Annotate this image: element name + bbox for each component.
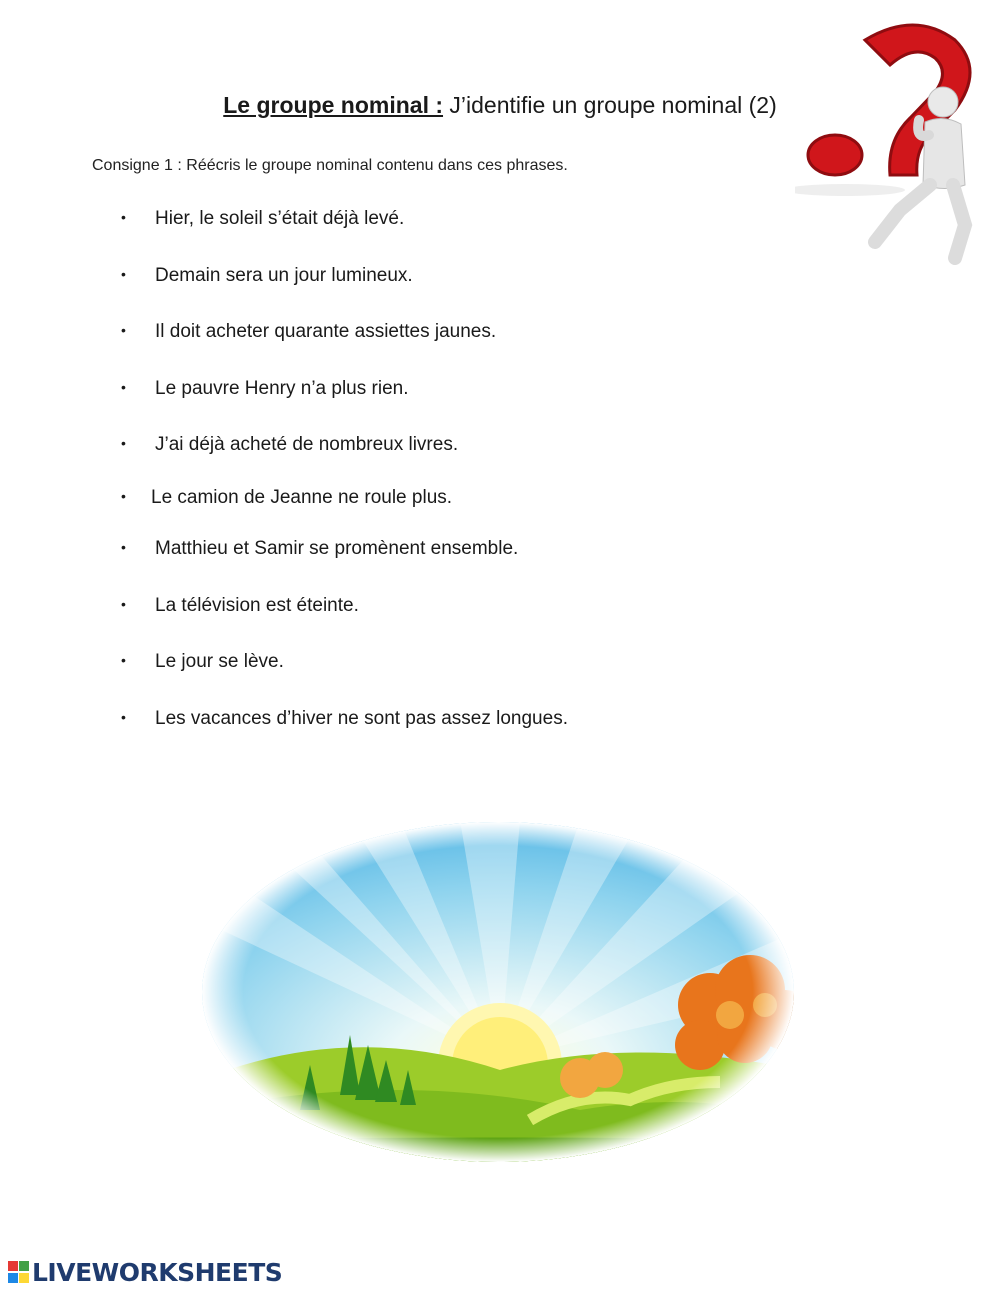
title-bold: Le groupe nominal :: [223, 92, 444, 118]
sunrise-landscape-illustration: [200, 820, 800, 1165]
sentence-text: Demain sera un jour lumineux.: [155, 265, 413, 286]
bullet-icon: •: [121, 209, 126, 225]
thinking-figure-question-mark-illustration: [795, 10, 985, 265]
bullet-icon: •: [121, 539, 126, 555]
sentence-item: [121, 265, 413, 287]
liveworksheets-mark-icon: [8, 1261, 30, 1285]
sentence-item: [121, 595, 359, 617]
sentence-text: La télévision est éteinte.: [155, 595, 359, 616]
sentence-item: [121, 321, 496, 343]
sentence-text: Les vacances d’hiver ne sont pas assez longues.: [155, 708, 568, 729]
sentence-item: [121, 651, 284, 673]
bullet-icon: •: [121, 709, 126, 725]
instruction-text: Consigne 1 : Réécris le groupe nominal contenu dans ces phrases.: [92, 157, 568, 174]
sentence-text: Matthieu et Samir se promènent ensemble.: [155, 538, 519, 559]
sentence-item: [121, 378, 408, 400]
sentence-item: [121, 434, 458, 456]
sentence-text: Il doit acheter quarante assiettes jaunes.: [155, 321, 497, 342]
sentence-text: Hier, le soleil s’était déjà levé.: [155, 208, 405, 229]
sentence-text: Le pauvre Henry n’a plus rien.: [155, 378, 409, 399]
title-rest: J’identifie un groupe nominal (2): [443, 92, 777, 118]
sentence-item: [121, 487, 452, 509]
sentence-text: Le camion de Jeanne ne roule plus.: [151, 487, 453, 508]
sentence-item: [121, 208, 404, 230]
sentence-text: Le jour se lève.: [155, 651, 284, 672]
sentence-text: J’ai déjà acheté de nombreux livres.: [155, 434, 459, 455]
bullet-icon: •: [121, 266, 126, 282]
brand-name: LIVEWORKSHEETS: [32, 1258, 283, 1287]
bullet-icon: •: [121, 488, 126, 504]
bullet-icon: •: [121, 322, 126, 338]
bullet-icon: •: [121, 379, 126, 395]
liveworksheets-logo: [8, 1258, 282, 1287]
bullet-icon: •: [121, 652, 126, 668]
bullet-icon: •: [121, 435, 126, 451]
bullet-icon: •: [121, 596, 126, 612]
sentence-item: [121, 708, 568, 730]
sentence-item: [121, 538, 518, 560]
